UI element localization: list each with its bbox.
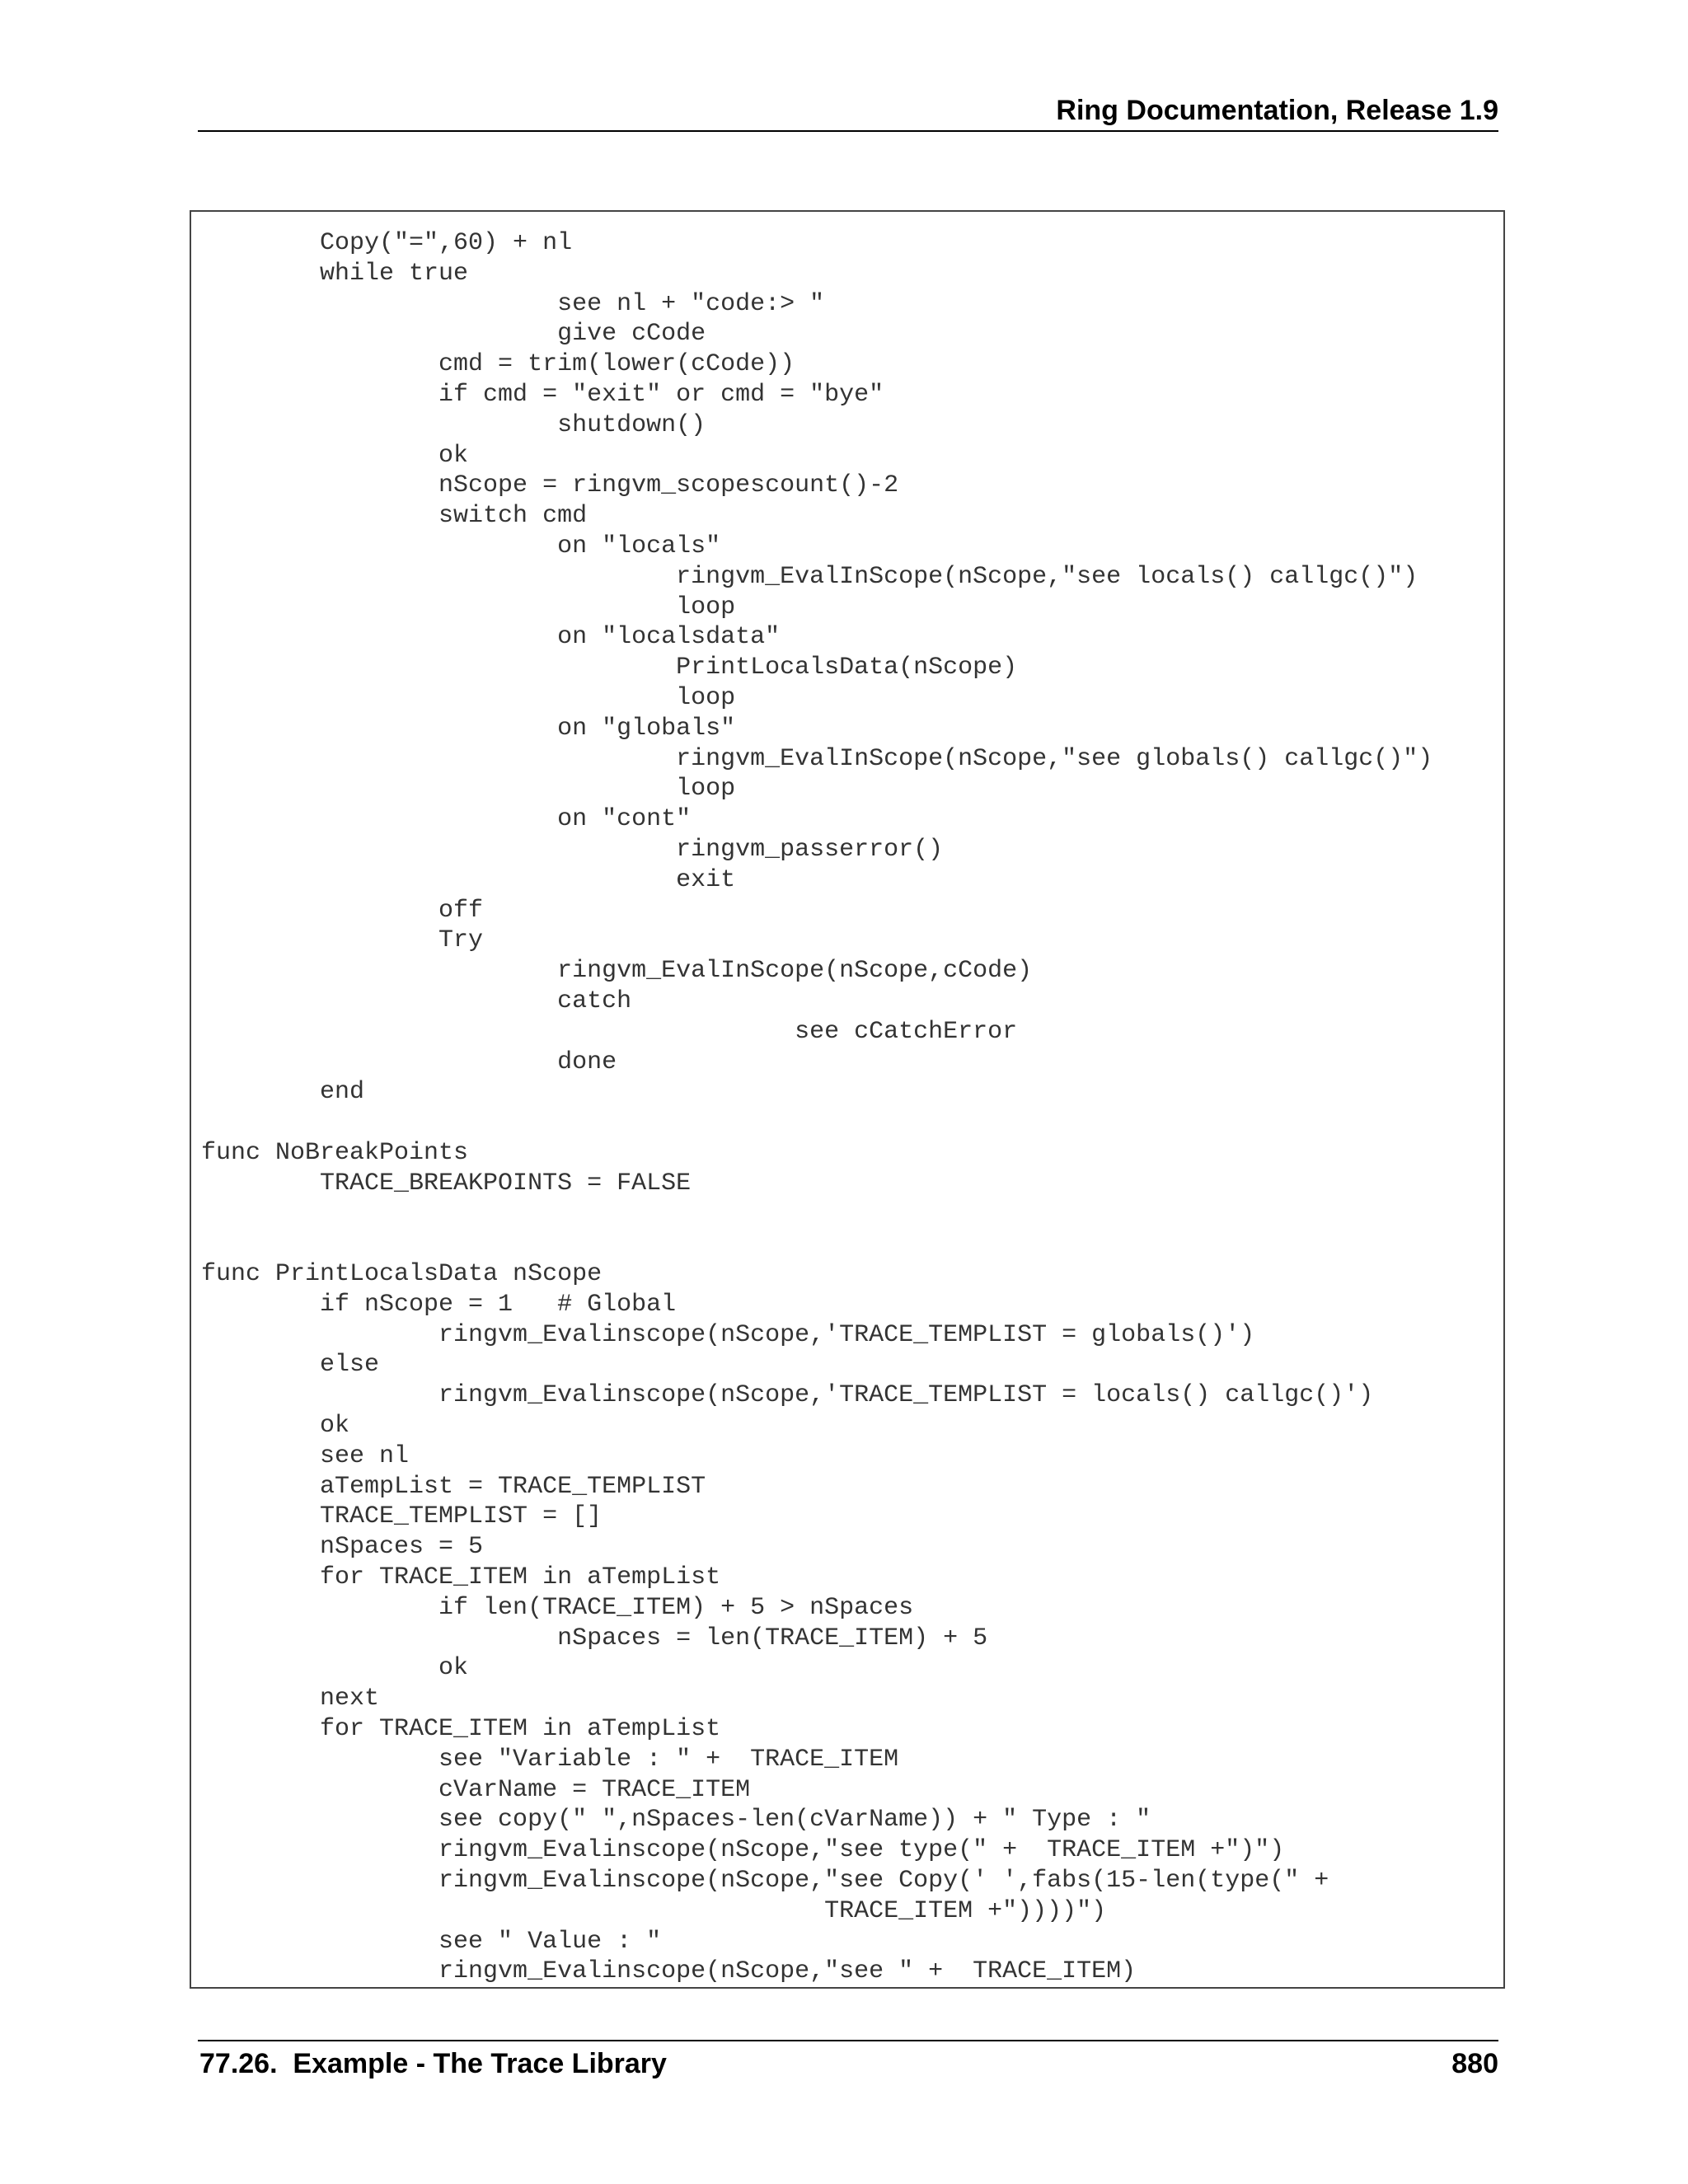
code-line: catch xyxy=(201,987,632,1015)
code-line: if len(TRACE_ITEM) + 5 > nSpaces xyxy=(201,1593,914,1622)
code-line: ok xyxy=(201,441,469,470)
code-line: ringvm_Evalinscope(nScope,"see " + TRACE_ITEM) xyxy=(201,1957,1137,1986)
code-line: ringvm_Evalinscope(nScope,"see type(" + TRACE_ITEM +")") xyxy=(201,1836,1285,1865)
code-line: ringvm_EvalInScope(nScope,"see globals() callgc()") xyxy=(201,744,1433,773)
code-line: end xyxy=(201,1078,365,1107)
code-line xyxy=(201,1108,1432,1138)
code-line: Try xyxy=(201,926,484,955)
code-line: ringvm_passerror() xyxy=(201,835,944,864)
code-line: while true xyxy=(201,259,469,288)
code-line: loop xyxy=(201,775,736,804)
code-line: func NoBreakPoints xyxy=(201,1138,469,1167)
code-line xyxy=(201,1229,1432,1259)
code-line: ringvm_Evalinscope(nScope,'TRACE_TEMPLIST = locals() callgc()') xyxy=(201,1381,1374,1410)
code-line: ringvm_EvalInScope(nScope,cCode) xyxy=(201,957,1033,986)
code-line: ok xyxy=(201,1654,469,1683)
code-line: TRACE_ITEM +"))))") xyxy=(201,1896,1107,1925)
code-line: PrintLocalsData(nScope) xyxy=(201,654,1018,682)
footer-page-number: 880 xyxy=(1451,2048,1498,2079)
code-line: nSpaces = len(TRACE_ITEM) + 5 xyxy=(201,1624,988,1652)
code-line: nSpaces = 5 xyxy=(201,1533,484,1562)
code-line: else xyxy=(201,1351,380,1380)
code-line: for TRACE_ITEM in aTempList xyxy=(201,1715,721,1744)
code-line: next xyxy=(201,1685,380,1713)
code-line: on "localsdata" xyxy=(201,623,781,652)
footer-divider xyxy=(198,2040,1498,2041)
code-line: if cmd = "exit" or cmd = "bye" xyxy=(201,380,884,409)
code-line: aTempList = TRACE_TEMPLIST xyxy=(201,1472,706,1501)
code-line: see nl xyxy=(201,1441,410,1470)
code-line: TRACE_TEMPLIST = [] xyxy=(201,1502,603,1531)
code-line: ringvm_Evalinscope(nScope,"see Copy(' ',fabs(15-len(type(" + xyxy=(201,1867,1329,1896)
code-line: ringvm_EvalInScope(nScope,"see locals() callgc()") xyxy=(201,562,1418,591)
code-line: if nScope = 1 # Global xyxy=(201,1290,677,1319)
code-block xyxy=(190,210,1505,1989)
code-line: see "Variable : " + TRACE_ITEM xyxy=(201,1745,899,1774)
code-line: switch cmd xyxy=(201,502,588,531)
header-divider xyxy=(198,130,1498,132)
code-line xyxy=(201,1199,1432,1230)
code-line: see copy(" ",nSpaces-len(cVarName)) + " Type : " xyxy=(201,1806,1151,1835)
code-line: off xyxy=(201,896,484,925)
code-line: on "cont" xyxy=(201,805,692,834)
page-header-title: Ring Documentation, Release 1.9 xyxy=(1056,95,1498,126)
code-line: func PrintLocalsData nScope xyxy=(201,1260,603,1289)
code-line: cVarName = TRACE_ITEM xyxy=(201,1775,751,1804)
code-line: shutdown() xyxy=(201,410,706,439)
code-line: for TRACE_ITEM in aTempList xyxy=(201,1563,721,1592)
code-line: ringvm_Evalinscope(nScope,'TRACE_TEMPLIST = globals()') xyxy=(201,1320,1255,1349)
code-line: loop xyxy=(201,593,736,621)
code-line: ok xyxy=(201,1412,350,1441)
code-line: see " Value : " xyxy=(201,1927,662,1956)
code-lines xyxy=(201,228,1432,1987)
code-line: nScope = ringvm_scopescount()-2 xyxy=(201,471,899,500)
code-line: see cCatchError xyxy=(201,1017,1018,1046)
code-line: give cCode xyxy=(201,320,706,349)
code-line: loop xyxy=(201,683,736,712)
code-line: on "locals" xyxy=(201,532,721,560)
footer-section-title: 77.26. Example - The Trace Library xyxy=(199,2048,667,2079)
code-line: on "globals" xyxy=(201,714,736,743)
code-line: TRACE_BREAKPOINTS = FALSE xyxy=(201,1169,692,1197)
code-line: exit xyxy=(201,865,736,894)
code-line: see nl + "code:> " xyxy=(201,289,825,318)
code-line: Copy("=",60) + nl xyxy=(201,229,573,257)
code-line: done xyxy=(201,1047,617,1076)
code-line: cmd = trim(lower(cCode)) xyxy=(201,350,795,379)
